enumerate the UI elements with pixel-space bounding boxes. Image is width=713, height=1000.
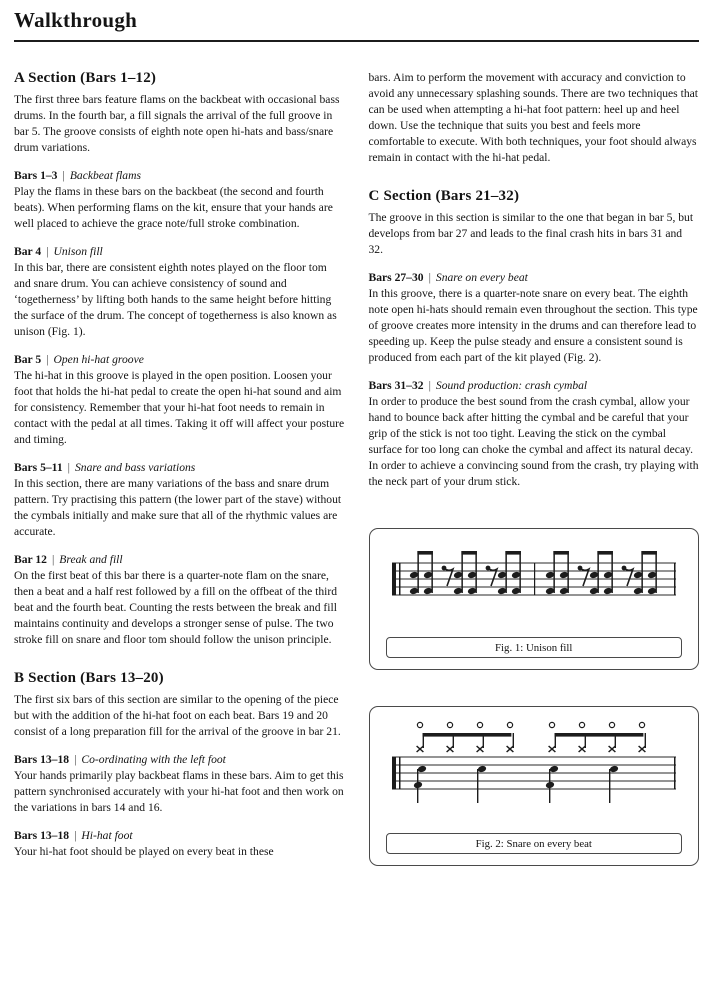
subheading-bars-13-18-hihat-foot	[14, 829, 345, 842]
subheading-range: Bars 13–18	[14, 828, 70, 842]
paragraph: In this groove, there is a quarter-note snare on every beat. The eighth note open hi-hats should remain even throughout the section. This type of groove creates more intensity in the drums and can therefore lead to speeding up. Keep the pulse steady and ensure a consistent sound is produced from each part of the kit played (Fig. 2).	[368, 286, 698, 364]
paragraph: The first six bars of this section are similar to the opening of the piece but with the addition of the hi-hat foot on each beat. Bars 19 and 20 consist of a long preparation fill for the arrival of the groove in bar 21.	[14, 692, 341, 738]
figure-2-snare-every-beat	[369, 706, 700, 866]
subheading-range: Bars 13–18	[14, 752, 70, 766]
subheading-topic: Snare and bass variations	[74, 460, 196, 474]
figure-2-notation	[382, 719, 687, 823]
figure-2-caption-box	[386, 833, 683, 854]
paragraph: Your hands primarily play backbeat flams in these bars. Aim to get this pattern synchronised accurately with your hi-hat foot and then work on the variations in bars 14 and 16.	[14, 768, 344, 814]
pipe-separator: |	[428, 378, 431, 392]
subheading-range: Bar 5	[14, 352, 42, 366]
paragraph: Play the flams in these bars on the backbeat (the second and fourth beats). When performing flams on the kit, ensure that your hands are well placed to achieve the grace note/full stroke combination.	[14, 184, 333, 230]
subheading-range: Bar 12	[14, 552, 47, 566]
subheading-bar-4	[14, 245, 345, 258]
subheading-range: Bars 5–11	[14, 460, 63, 474]
pipe-separator: |	[74, 828, 77, 842]
subheading-topic: Unison fill	[53, 244, 103, 258]
subheading-range: Bar 4	[14, 244, 42, 258]
paragraph: In this bar, there are consistent eighth notes played on the floor tom and snare drum. You can achieve consistency of sound and ‘togetherness’ by lifting both hands to the same height before hitting the surface of the drum. The concept of togetherness is also known as unison (Fig. 1).	[14, 260, 337, 338]
subheading-topic: Hi-hat foot	[81, 828, 133, 842]
right-column	[369, 70, 700, 866]
paragraph: The groove in this section is similar to the one that began in bar 5, but develops from bar 27 and leads to the final crash hits in bars 31 and 32.	[368, 210, 694, 256]
pipe-separator: |	[46, 244, 49, 258]
paragraph: The first three bars feature flams on the backbeat with occasional bass drums. In the fourth bar, a fill signals the arrival of the full groove in bar 5. The groove consists of eighth note open hi-hats and bass/snare drum variations.	[14, 93, 340, 154]
subheading-topic: Co-ordinating with the left foot	[81, 752, 226, 766]
paragraph: In this section, there are many variations of the bass and snare drum pattern. Try practising this pattern (the lower part of the stave) without the cymbals initially and make sure that all of the rhythmic values are accurate.	[14, 476, 342, 538]
pipe-separator: |	[51, 552, 55, 566]
pipe-separator: |	[67, 460, 70, 474]
subheading-topic: Sound production: crash cymbal	[435, 378, 588, 392]
pipe-separator: |	[428, 270, 431, 284]
paragraph-continuation: bars. Aim to perform the movement with accuracy and conviction to avoid any unnecessary splashing sounds. There are two techniques that can be used when attempting a hi-hat foot pattern: heel up and heel down. Use the technique that suits you best and feels more comfortable to execute. With both techniques, your foot should always remain in contact with the hi-hat pedal.	[368, 71, 698, 164]
music-staff-snare-groove-icon	[384, 719, 684, 823]
figure-2-caption: Fig. 2: Snare on every beat	[475, 837, 592, 850]
two-column-layout	[14, 70, 699, 866]
subheading-bars-5-11	[14, 461, 345, 474]
paragraph: The hi-hat in this groove is played in the open position. Loosen your foot that holds the hi-hat pedal to create the open hi-hat sound and aim for consistency. Remember that your hi-hat foot needs to remain in contact with the pedal at all times. Taking it off will affect your posture and timing.	[14, 368, 345, 446]
subheading-bar-5	[14, 353, 345, 366]
subheading-bar-12	[14, 553, 345, 566]
left-column	[14, 70, 345, 866]
subheading-bars-27-30	[369, 271, 700, 284]
paragraph: On the first beat of this bar there is a quarter-note flam on the snare, then a beat and a half rest followed by a fill on the offbeat of the third beat and the fourth beat. Counting the rests between the break and fill maintains continuity and develops a stronger sense of pulse. The two stroke fill on snare and floor tom should follow the unison principle.	[14, 568, 338, 646]
section-heading-a: A Section (Bars 1–12)	[14, 70, 157, 86]
figure-1-unison-fill	[369, 528, 700, 670]
subheading-topic: Open hi-hat groove	[53, 352, 144, 366]
subheading-bars-31-32	[369, 379, 700, 392]
paragraph: Your hi-hat foot should be played on every beat in these	[14, 844, 274, 858]
pipe-separator: |	[74, 752, 77, 766]
music-staff-unison-fill-icon	[384, 541, 684, 627]
pipe-separator: |	[46, 352, 49, 366]
section-heading-c: C Section (Bars 21–32)	[368, 187, 520, 204]
figure-1-notation	[382, 541, 687, 627]
subheading-range: Bars 27–30	[368, 270, 424, 284]
figure-1-caption-box	[386, 637, 683, 658]
subheading-topic: Backbeat flams	[69, 168, 141, 182]
subheading-range: Bars 31–32	[368, 378, 424, 392]
subheading-topic: Break and fill	[59, 552, 123, 566]
paragraph: In order to produce the best sound from the crash cymbal, allow your hand to bounce back after hitting the cymbal and be careful that your grip of the stick is not too tight. Leaving the stick on the cymbal surface for too long can choke the cymbal and affect its natural decay. In order to achieve a convincing sound from the crash, try playing with the neck part of your drum stick.	[368, 394, 699, 488]
figure-1-caption: Fig. 1: Unison fill	[495, 641, 573, 654]
subheading-range: Bars 1–3	[14, 168, 58, 182]
subheading-topic: Snare on every beat	[435, 270, 528, 284]
pipe-separator: |	[62, 168, 65, 182]
subheading-bars-1-3	[14, 169, 345, 182]
subheading-bars-13-18-left-foot	[14, 753, 345, 766]
page-title: Walkthrough	[14, 8, 699, 42]
section-heading-b: B Section (Bars 13–20)	[14, 669, 164, 686]
